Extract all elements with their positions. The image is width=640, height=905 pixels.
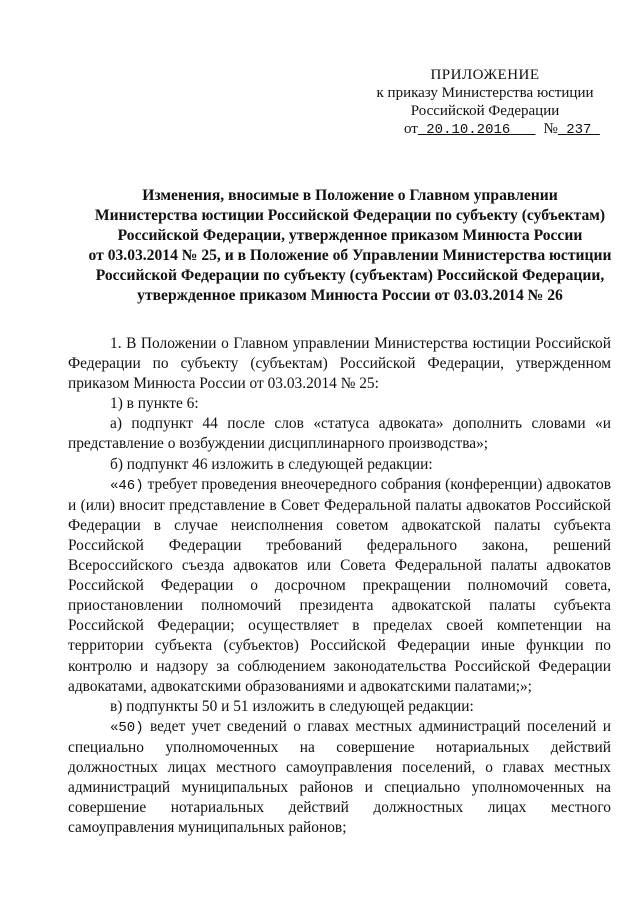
document-heading — [70, 186, 630, 306]
order-date: 20.10.2016 — [426, 122, 511, 138]
heading-line: от 03.03.2014 № 25, и в Положение об Управлении Министерства юстиции — [88, 247, 612, 264]
paragraph-subitem-a: а) подпункт 44 после слов «статуса адвоката» дополнить словами «и представление о возбуждении дисциплинарного производства»; — [68, 415, 611, 453]
paragraph-1: 1. В Положении о Главном управлении Министерства юстиции Российской Федерации по субъекту (субъектам) Российской Федерации, утвержденном приказом Минюста России от 03.03.2014 № 25: — [68, 335, 611, 393]
document-body — [68, 334, 611, 838]
paragraph-item-1: 1) в пункте 6: — [110, 395, 199, 413]
annex-block — [360, 66, 610, 139]
quote-50-text: ведет учет сведений о главах местных администраций поселений и специально уполномоченных на совершение нотариальных действий должностных лицах местного самоуправления поселений, о главах местных администраций муниципальных районов и специально уполномоченных на совершение нотариальных действий должностных лицах местного самоуправления муниципальных районов; — [68, 717, 611, 837]
heading-line: Российской Федерации, утвержденное приказом Минюста России — [117, 227, 583, 244]
heading-line: Изменения, вносимые в Положение о Главном управлении — [142, 187, 558, 204]
heading-line: утвержденное приказом Минюста России от 03.03.2014 № 26 — [137, 287, 563, 304]
paragraph-quote-46 — [68, 475, 611, 697]
annex-date-number — [360, 120, 610, 139]
paragraph-quote-50 — [68, 717, 611, 839]
annex-line-order: к приказу Министерства юстиции — [376, 85, 594, 101]
date-prefix: от — [404, 121, 418, 137]
quote-46-text: требует проведения внеочередного собрания (конференции) адвокатов и (или) вносит представление в Совет Федеральной палаты адвокатов Российской Федерации в случае неисполнения советом адвокатской палаты субъекта Российской Федерации требований федерального закона, решений Всероссийского съезда адвокатов или Совета Федеральной палаты адвокатов Российской Федерации о досрочном прекращении полномочий совета, приостановлении полномочий президента адвокатской палаты субъекта Российской Федерации; осуществляет в пределах своей компетенции на территории субъекта (субъектов) Российской Федерации иные функции по контролю и надзору за соблюдением законодательства Российской Федерации адвокатами, адвокатскими образованиями и адвокатскими палатами;»; — [68, 475, 611, 695]
paragraph-subitem-b: б) подпункт 46 изложить в следующей редакции: — [110, 455, 433, 473]
annex-line-country: Российской Федерации — [410, 103, 560, 119]
quote-46-lead: «46) — [110, 477, 144, 494]
number-prefix: № — [543, 121, 558, 137]
heading-line: Министерства юстиции Российской Федерации по субъекту (субъектам) — [94, 207, 606, 224]
heading-line: Российской Федерации по субъекту (субъектам) Российской Федерации, — [95, 267, 605, 284]
annex-title: ПРИЛОЖЕНИЕ — [430, 67, 540, 83]
order-number: 237 — [566, 122, 592, 138]
paragraph-subitem-v: в) подпункты 50 и 51 изложить в следующей редакции: — [110, 697, 474, 715]
quote-50-lead: «50) — [110, 719, 144, 736]
